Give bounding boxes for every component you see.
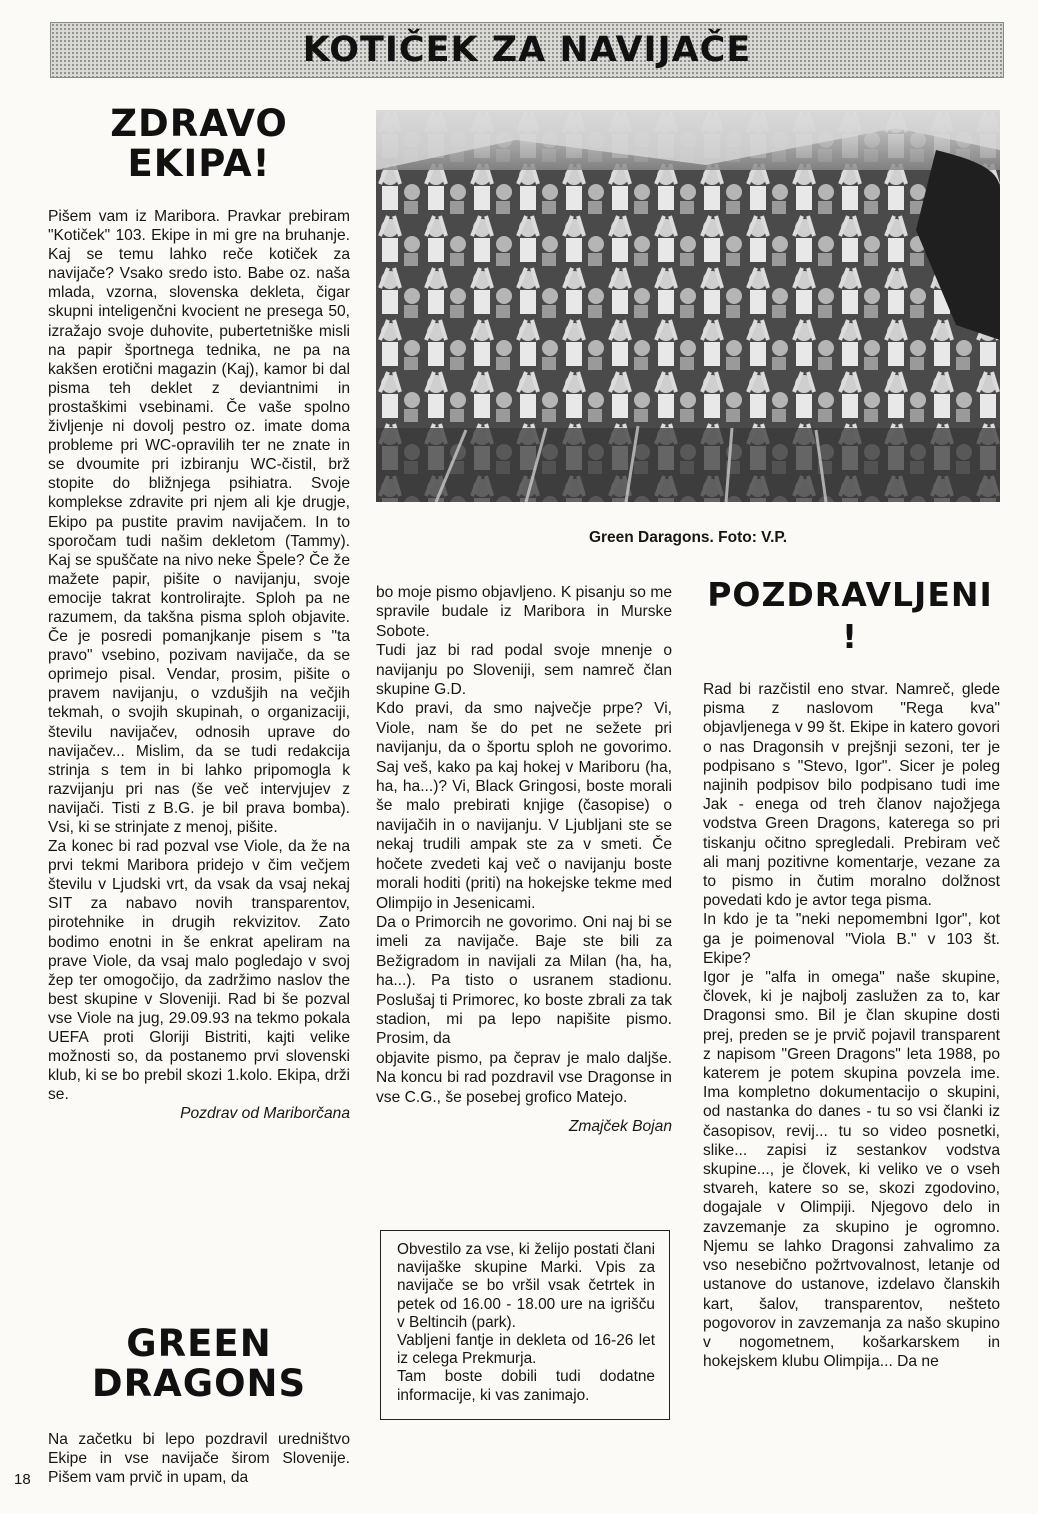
notice-paragraph: Vabljeni fantje in dekleta od 16-26 let iz celega Prekmurja. [397,1332,655,1368]
article-signature: Pozdrav od Mariborčana [180,1105,350,1123]
article-paragraph: Za konec bi rad pozval vse Viole, da že na prvi tekmi Maribora pridejo v čim večjem številu v Ljudski vrt, da vsak da vsaj nekaj SIT za nabavo novih transparentov, pirotehnike in drugih rekvizitov. Zato bodimo enotni in še enkrat apeliram na prave Viole, da vsaj malo pogledajo v svoj žep ter omogočijo, da zadržimo naslov the best skupine v Sloveniji. Rad bi še pozval vse Viole na jug, 29.09.93 na tekmo pokala UEFA proti Gloriji Bistriti, kajti velike možnosti so, da postanemo prvi slovenski klub, ki se bo prebil skozi 1.kolo. Ekipa, drži se. [48,838,350,1104]
headline-line: GREEN [126,1322,272,1365]
article-signature: Zmajček Bojan [568,1117,672,1135]
article-green-dragons-start [48,1430,350,1487]
article-paragraph: Igor je "alfa in omega" naše skupine, človek, ki je najbolj zaslužen za to, kar Dragonsi smo. Bil je član skupine dosti prej, preden se je prvič pojavil transparent z napisom "Green Dragons" leta 1988, po katerem je potem skupina povzela ime. Ima kompletno dokumentacijo o skupini, od nastanka do danes - tu so vsi članki iz časopisov, revij... tu so video posnetki, slike... zapisi iz sestankov vodstva skupine..., je človek, ki veliko ve o vseh stvareh, katere so se, skozi zgodovino, dogajale v Olimpiji. Njegovo delo in zavzemanje za skupino je ogromno. Njemu se lahko Dragonsi zahvalimo za vso nesebično požrtvovalnost, letanje od ustanove do ustanove, izdelavo članskih kart, šalov, transparentov, nešteto pogovorov in zavzemanja za našo skupino v nogometnem, košarkarskem in hokejskem klubu Olimpija... Da ne [703,969,1000,1371]
article-paragraph: Na začetku bi lepo pozdravil uredništvo Ekipe in vse navijače širom Slovenije. Pišem vam prvič in upam, da [48,1431,350,1487]
headline-zdravo-ekipa [48,104,350,184]
headline-line: DRAGONS [91,1362,307,1405]
section-banner [50,22,1004,78]
section-title: KOTIČEK ZA NAVIJAČE [302,30,752,70]
headline-green-dragons [48,1324,350,1404]
headline-line: ! [841,617,859,656]
notice-box [380,1230,670,1420]
article-paragraph: Da o Primorcih ne govorimo. Oni naj bi se imeli za navijače. Baje ste bili za Bežigradom in navijali za Milan (ha, ha, ha...). Pa tisto o usranem stadionu. Poslušaj ti Primorec, ko boste zbrali za tak stadion, mi pa lepo napišite pismo. Prosim, da [376,913,672,1048]
headline-line: POZDRAVLJENI [707,575,993,614]
fans-photo [376,110,1000,502]
headline-pozdravljeni [700,574,1000,658]
notice-paragraph: Tam boste dobili tudi dodatne informacije, ki vas zanimajo. [397,1368,655,1404]
article-paragraph: bo moje pismo objavljeno. K pisanju so me spravile budale iz Maribora in Murske Sobote. [376,584,672,640]
article-paragraph: In kdo je ta "neki nepomembni Igor", kot ga je poimenoval "Viola B." v 103 št. Ekipe? [703,911,1000,967]
article-paragraph: Tudi jaz bi rad podal svoje mnenje o navijanju po Sloveniji, sem namreč član skupine G.D. [376,642,672,699]
headline-line: EKIPA! [127,142,271,185]
article-green-dragons-continued [376,583,672,1136]
photo-caption: Green Daragons. Foto: V.P. [588,529,788,546]
headline-line: ZDRAVO [110,102,288,145]
article-paragraph: Kdo pravi, da smo največje prpe? Vi, Viole, nam še do pet ne sežete pri navijanju, da o športu sploh ne govorimo. Saj veš, kako pa kaj hokej v Mariboru (ha, ha, ha...)? Vi, Black Gringosi, boste morali še malo prebirati knjige (časopise) o navijačih in o navijanju. V Ljubljani ste se nekaj trudili ampak ste za v smeti. Če hočete zvedeti kaj več o navijanju boste morali hoditi (priti) na hokejske tekme med Olimpijo in Jesenicami. [376,700,672,912]
notice-paragraph: Obvestilo za vse, ki želijo postati člani navijaške skupine Marki. Vpis za navijače se bo vršil vsak četrtek in petek od 16.00 - 18.00 ure na igrišču v Beltincih (park). [397,1241,655,1331]
page-number: 18 [14,1471,31,1488]
article-zdravo-ekipa [48,207,350,1124]
article-pozdravljeni [703,680,1000,1371]
article-paragraph: objavite pismo, pa čeprav je malo daljše. Na koncu bi rad pozdravil vse Dragonse in vse C.G., še posebej grofico Matejo. [376,1049,672,1106]
article-paragraph: Rad bi razčistil eno stvar. Namreč, glede pisma z naslovom "Rega kva" objavljenega v 99 št. Ekipe in katero govori o nas Dragonsih v prejšnji sezoni, ter je podpisano s "Stevo, Igor". Sicer je poleg najinih podpisov bilo podpisano tudi ime Jak - enega od treh članov najožjega vodstva Green Dragons, katerega so pri tiskanju očitno spregledali. Prebiram več ali manj pozitivne komentarje, vezane za to pismo in čutim moralno dolžnost povedati kdo je avtor tega pisma. [703,681,1000,910]
crowd-image [376,110,1000,502]
article-paragraph: Pišem vam iz Maribora. Pravkar prebiram "Kotiček" 103. Ekipe in mi gre na bruhanje. Kaj se temu lahko reče kotiček za navijače? Vsako sredo isto. Babe oz. naša mlada, vzorna, slovenska dekleta, čigar skupni inteligenčni kvocient ne presega 50, izražajo svoje duhovite, pubertetniške misli na papir športnega tednika, ne pa na kakšen erotični magazin (Kaj), kamor bi dal pisma teh deklet z deviantnimi in prostaškimi vsebinami. Če vaše spolno življenje ni dovolj pestro oz. imate doma probleme pri WC-opravilih ter ne znate in se dvoumite pri izbiranju WC-čistil, brž stopite do bližnjega psihiatra. Svoje komplekse zdravite pri njem ali kje drugje, Ekipo pa pustite pravim navijačem. In to sporočam tudi našim dekletom (Tammy). Kaj se spuščate na nivo neke Špele? Če že mažete papir, pišite o navijanju, svoje emocije takrat kontrolirajte. Sploh pa ne razumem, da takšna pisma sploh objavite. Če je posredi pomanjkanje pisem s "ta pravo" vsebino, pozivam navijače, da se oprimejo pisal. Vendar, prosim, pišite o pravem navijanju, o vzdušjih na večjih tekmah, o svojih skupinah, o organizaciji, številu navijačev, odnosih uprave do navijačev... Mislim, da se tudi redakcija strinja s tem in bi lahko pripomogla k razvijanju pri nas (še več intervjujev z navijači. Tisti z B.G. je bil prava bomba). Vsi, ki se strinjate z menoj, pišite. [48,208,350,836]
